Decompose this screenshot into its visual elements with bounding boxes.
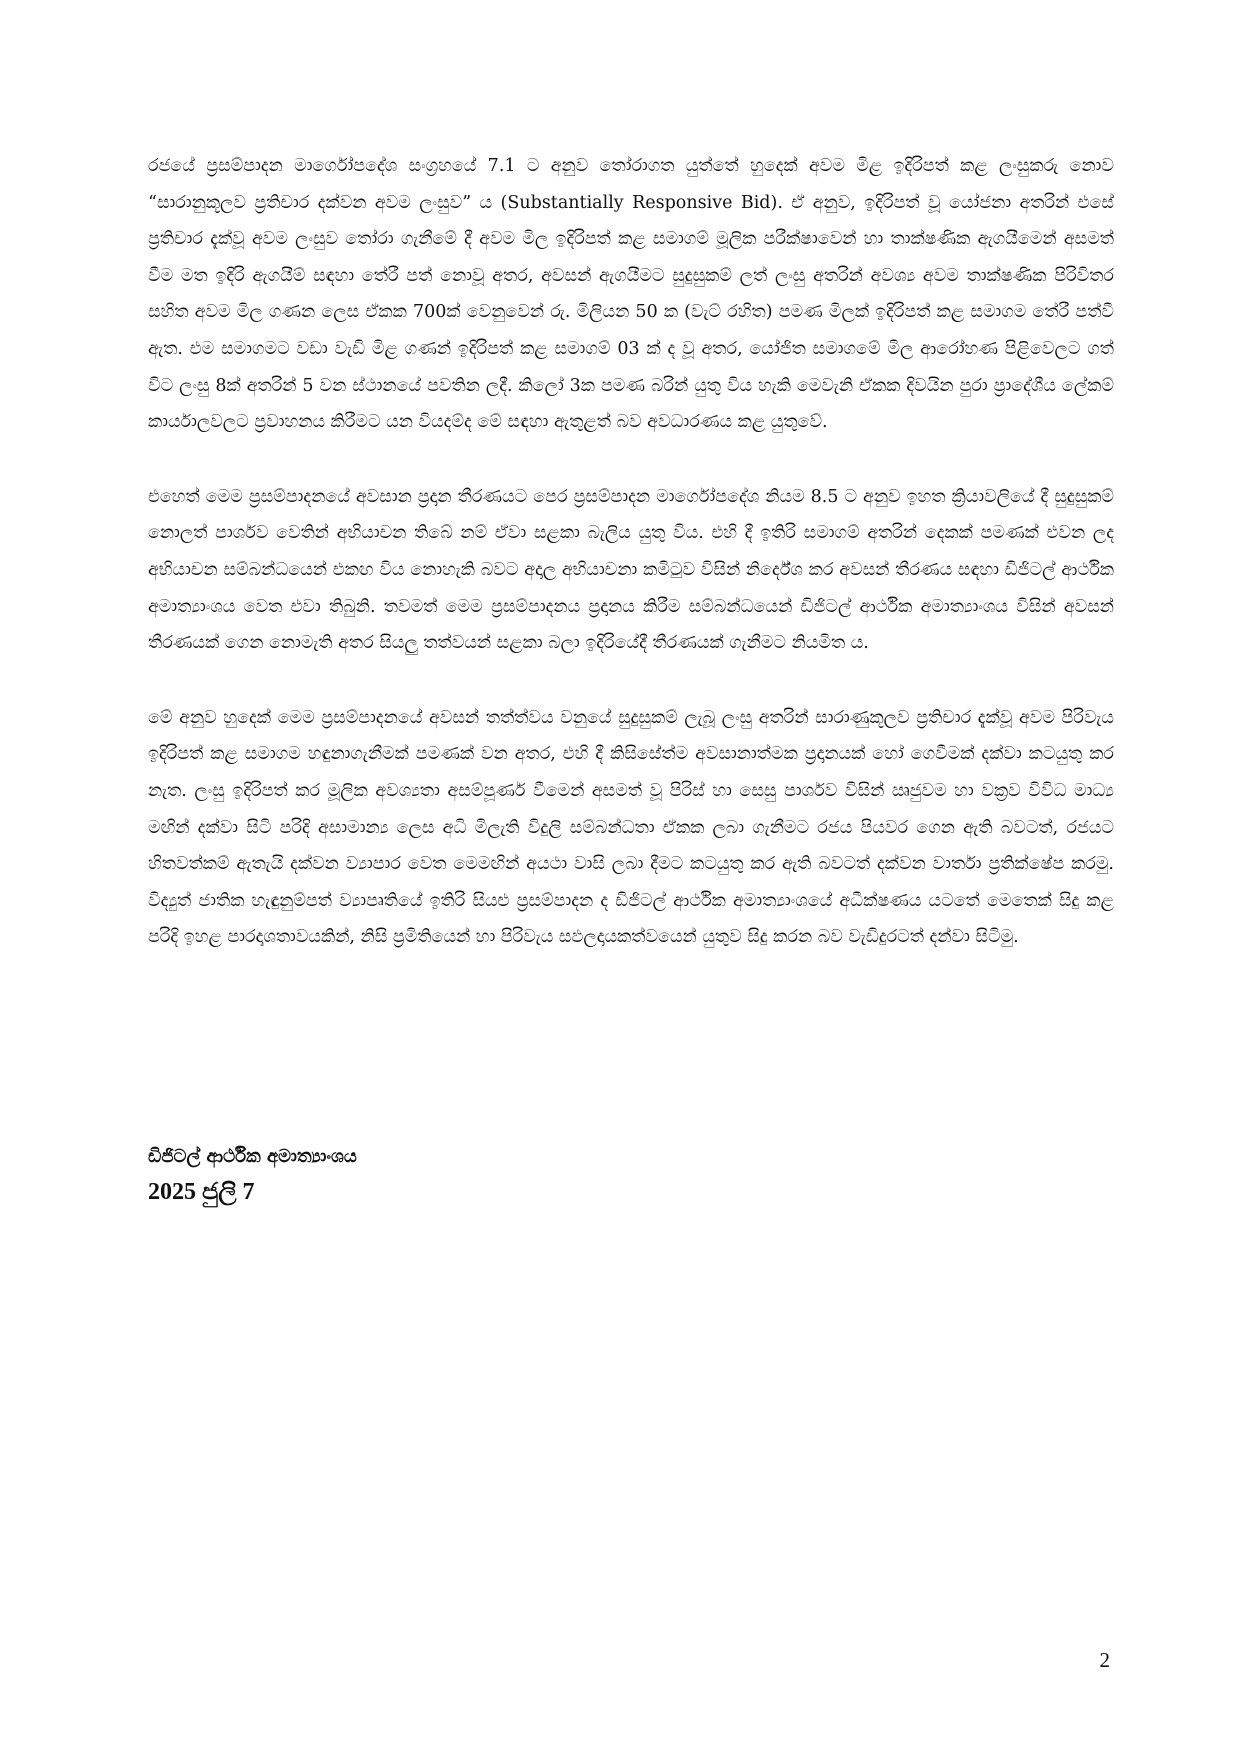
signature-organization: ඩිජිටල් ආර්ථික අමාත්‍යාංශය	[148, 1146, 357, 1167]
paragraph-3: මේ අනුව හුදෙක් මෙම ප්‍රසම්පාදනයේ අවසන් තත්ත්වය වනුයේ සුදුසුකම් ලැබූ ලංසු අතරින් සාරාණුකූලව ප්‍රතිචාර දැක්වූ අවම පිරිවැය ඉදිරිපත් කළ සමාගම හඳුනාගැනීමක් පමණක් වන අතර, එහි දී කිසිසේත්ම අවසානාත්මක ප්‍රදානයක් හෝ ගෙවීමක් දක්වා කටයුතු කර නැත. ලංසු ඉදිරිපත් කර මූලික අවශ්‍යතා අසම්පූර්ණ වීමෙන් අසමත් වූ පිරිස් හා සෙසු පාර්ශව විසින් ඍජුවම හා වක්‍රව විවිධ මාධ්‍ය මඟින් දක්වා සිටි පරිදි අසාමාන්‍ය ලෙස අධි මිලැති විදුලි සම්බන්ධතා ඒකක ලබා ගැනීමට රජය පියවර ගෙන ඇති බවටත්, රජයට හිතවත්කම් ඇතැයි දක්වන ව්‍යාපාර වෙත මෙමඟින් අයථා වාසි ලබා දීමට කටයුතු කර ඇති බවටත් දක්වන වාර්තා ප්‍රතික්ෂේප කරමු. විද්‍යුත් ජාතික හැඳුනුම්පත් ව්‍යාපෘතියේ ඉතිරි සියළු ප්‍රසම්පාදන ද ඩිජිටල් ආර්ථික අමාත්‍යාංශයේ අධීක්ෂණය යටතේ මෙතෙක් සිදු කළ පරිදි ඉහළ පාරදෘශතාවයකින්, නිසි ප්‍රමිතියෙන් හා පිරිවැය සඵලදායකත්වයෙන් යුතුව සිදු කරන බව වැඩිදුරටත් දන්වා සිටිමු.	[148, 707, 1114, 948]
signature-block	[148, 1140, 748, 1210]
paragraph-2: එහෙත් මෙම ප්‍රසම්පාදනයේ අවසාන ප්‍රදාන තීරණයට පෙර ප්‍රසම්පාදන මාර්ගෝපදේශ නියම 8.5 ට අනුව ඉහත ක්‍රියාවලියේ දී සුදුසුකම් නොලත් පාර්ශව වෙතින් අභියාචන තිබේ නම් ඒවා සළකා බැලිය යුතු විය. එහි දී ඉතිරි සමාගම් අතරින් දෙකක් පමණක් එවන ලද අභියාචන සම්බන්ධයෙන් එකඟ විය නොහැකි බවට අදාල අභියාචනා කමිටුව විසින් නිර්දේශ කර අවසන් තීරණය සඳහා ඩිජිටල් ආර්ථික අමාත්‍යාංශය වෙත එවා තිබුනි. තවමත් මෙම ප්‍රසම්පාදනය ප්‍රදානය කිරීම සම්බන්ධයෙන් ඩිජිටල් ආර්ථික අමාත්‍යාංශය විසින් අවසන් තීරණයක් ගෙන නොමැති අතර සියලු තත්වයන් සළකා බලා ඉදිරියේදී තීරණයක් ගැනීමට නියමිත ය.	[148, 486, 1114, 654]
document-body	[148, 148, 1114, 994]
signature-date: 2025 ජුලි 7	[148, 1179, 255, 1205]
paragraph-1: රජයේ ප්‍රසම්පාදන මාර්ගෝපදේශ සංග්‍රහයේ 7.1 ට අනුව තෝරාගත යුත්තේ හුදෙක් අවම මිළ ඉදිරිපත් කළ ලංසුකරු නොව “සාරානුකූලව ප්‍රතිචාර දක්වන අවම ලංසුව” ය (Substantially Responsive Bid). ඒ අනුව, ඉදිරිපත් වූ යෝජනා අතරින් එසේ ප්‍රතිචාර දැක්වූ අවම ලංසුව තෝරා ගැනීමේ දී අවම මිල ඉදිරිපත් කළ සමාගම් මූලික පරීක්ෂාවෙන් හා තාක්ෂණික ඇගයීමෙන් අසමත් වීම මත ඉදිරි ඇගයීම් සඳහා තේරී පත් නොවූ අතර, අවසන් ඇගයීමට සුදුසුකම් ලත් ලංසු අතරින් අවශ්‍ය අවම තාක්ෂණික පිරිවිතර සහිත අවම මිල ගණන ලෙස ඒකක 700ක් වෙනුවෙන් රු. මිලියන 50 ක (වැට් රහිත) පමණ මිලක් ඉදිරිපත් කළ සමාගම තේරී පත්වී ඇත. එම සමාගමට වඩා වැඩි මිළ ගණන් ඉදිරිපත් කළ සමාගම් 03 ක් ද වූ අතර, යෝජිත සමාගමේ මිල ආරෝහණ පිළිවෙලට ගත් විට ලංසු 8ක් අතරින් 5 වන ස්ථානයේ පවතින ලදී. කිලෝ 3ක පමණ බරින් යුතු විය හැකි මෙවැනි ඒකක දිවයින පුරා ප්‍රාදේශීය ලේකම් කාර්යාලවලට ප්‍රවාහනය කිරීමට යන වියදම්ද මේ සඳහා ඇතුළත් බව අවධාරණය කළ යුතුවේ.	[148, 156, 1114, 433]
page-number: 2	[1099, 1648, 1110, 1672]
